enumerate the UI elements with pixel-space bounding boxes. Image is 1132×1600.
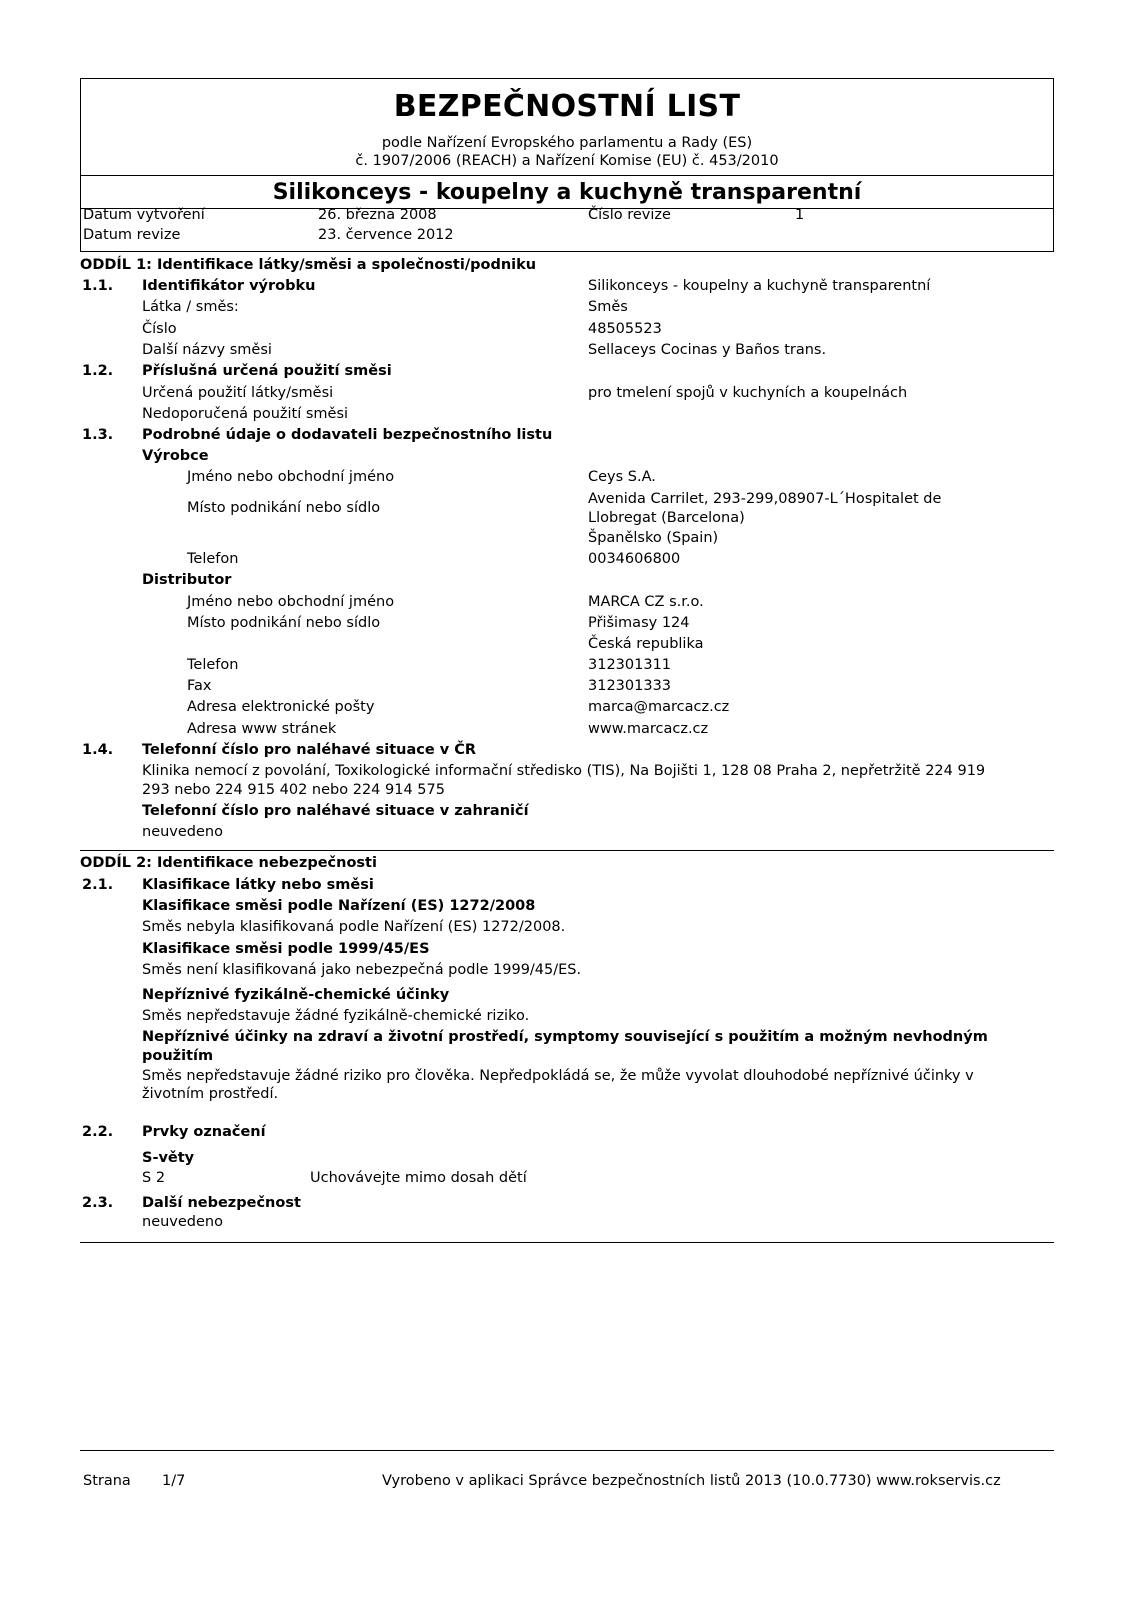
item-number: 2.2. [82,1124,114,1140]
manufacturer-address-line-2: Llobregat (Barcelona) [588,510,745,526]
item-number: 1.3. [82,427,114,443]
classification-1272-text: Směs nebyla klasifikovaná podle Nařízení (ES) 1272/2008. [142,919,566,935]
emergency-phone-abroad-heading: Telefonní číslo pro naléhavé situace v zahraničí [142,803,529,819]
classification-heading: Klasifikace látky nebo směsi [142,877,374,893]
intended-uses-heading: Příslušná určená použití směsi [142,363,392,379]
health-effects-text-line-1: Směs nepředstavuje žádné riziko pro člověka. Nepředpokládá se, že může vyvolat dlouhodobé nepříznivé účinky v [142,1068,974,1084]
substance-mixture-value: Směs [588,299,628,315]
distributor-name-value: MARCA CZ s.r.o. [588,594,704,610]
revised-label: Datum revize [83,227,181,243]
manufacturer-address-line-3: Španělsko (Spain) [588,530,719,546]
product-name: Silikonceys - koupelny a kuchyně transparentní [272,180,862,205]
s-phrases-heading: S-věty [142,1150,195,1166]
distributor-phone-value: 312301311 [588,657,672,673]
distributor-address-line-1: Přišimasy 124 [588,615,690,631]
manufacturer-phone-value: 0034606800 [588,551,681,567]
item-number: 2.3. [82,1195,114,1211]
product-identifier-value: Silikonceys - koupelny a kuchyně transparentní [588,278,931,294]
manufacturer-name-value: Ceys S.A. [588,469,656,485]
emergency-phone-cz-heading: Telefonní číslo pro naléhavé situace v ČR [142,742,477,758]
manufacturer-phone-label: Telefon [187,551,239,567]
intended-use-label: Určená použití látky/směsi [142,385,334,401]
distributor-www-value: www.marcacz.cz [588,721,709,737]
emergency-phone-cz-line-2: 293 nebo 224 915 402 nebo 224 914 575 [142,782,445,798]
revision-number-value: 1 [795,207,805,223]
manufacturer-address-line-1: Avenida Carrilet, 293-299,08907-L´Hospitalet de [588,491,942,507]
item-number: 1.1. [82,278,114,294]
page-number: 1/7 [162,1473,186,1489]
manufacturer-heading: Výrobce [142,448,209,464]
emergency-phone-abroad-value: neuvedeno [142,824,223,840]
section-2-heading: ODDÍL 2: Identifikace nebezpečnosti [80,855,377,871]
substance-mixture-label: Látka / směs: [142,299,239,315]
distributor-email-label: Adresa elektronické pošty [187,699,375,715]
s-phrase-code: S 2 [142,1170,166,1186]
revised-value: 23. července 2012 [318,227,454,243]
other-hazards-value: neuvedeno [142,1214,223,1230]
footer-divider [80,1450,1054,1451]
number-value: 48505523 [588,321,662,337]
distributor-address-label: Místo podnikání nebo sídlo [187,615,381,631]
distributor-address-line-2: Česká republika [588,636,704,652]
physchem-effects-heading: Nepříznivé fyzikálně-chemické účinky [142,987,450,1003]
distributor-fax-value: 312301333 [588,678,672,694]
created-label: Datum vytvoření [83,207,205,223]
header-divider [81,175,1053,176]
health-effects-heading-line-1: Nepříznivé účinky na zdraví a životní prostředí, symptomy související s použitím a možným nevhodným [142,1029,988,1045]
regulation-line-1: podle Nařízení Evropského parlamentu a Rady (ES) [381,135,753,151]
number-label: Číslo [142,321,177,337]
header-box [80,78,1054,252]
created-value: 26. března 2008 [318,207,437,223]
s-phrase-text: Uchovávejte mimo dosah dětí [310,1170,527,1186]
supplier-details-heading: Podrobné údaje o dodavateli bezpečnostního listu [142,427,553,443]
item-number: 1.4. [82,742,114,758]
producer-note: Vyrobeno v aplikaci Správce bezpečnostních listů 2013 (10.0.7730) www.rokservis.cz [382,1473,1001,1489]
distributor-email-value: marca@marcacz.cz [588,699,730,715]
distributor-fax-label: Fax [187,678,212,694]
manufacturer-name-label: Jméno nebo obchodní jméno [187,469,395,485]
health-effects-heading-line-2: použitím [142,1048,214,1064]
section-1-heading: ODDÍL 1: Identifikace látky/směsi a společnosti/podniku [80,257,537,273]
other-names-label: Další názvy směsi [142,342,272,358]
document-title: BEZPEČNOSTNÍ LIST [393,89,741,124]
distributor-name-label: Jméno nebo obchodní jméno [187,594,395,610]
classification-1272-heading: Klasifikace směsi podle Nařízení (ES) 1272/2008 [142,898,536,914]
distributor-phone-label: Telefon [187,657,239,673]
emergency-phone-cz-line-1: Klinika nemocí z povolání, Toxikologické informační středisko (TIS), Na Bojišti 1, 128 08 Praha 2, nepřetržitě 224 919 [142,763,986,779]
header-divider [81,208,1053,209]
item-number: 1.2. [82,363,114,379]
product-identifier-heading: Identifikátor výrobku [142,278,316,294]
manufacturer-address-label: Místo podnikání nebo sídlo [187,500,381,516]
page-label: Strana [83,1473,131,1489]
not-recommended-label: Nedoporučená použití směsi [142,406,349,422]
classification-1999-heading: Klasifikace směsi podle 1999/45/ES [142,941,430,957]
intended-use-value: pro tmelení spojů v kuchyních a koupelnách [588,385,908,401]
label-elements-heading: Prvky označení [142,1124,266,1140]
other-hazards-heading: Další nebezpečnost [142,1195,301,1211]
other-names-value: Sellaceys Cocinas y Baños trans. [588,342,827,358]
regulation-line-2: č. 1907/2006 (REACH) a Nařízení Komise (EU) č. 453/2010 [355,153,779,169]
classification-1999-text: Směs není klasifikovaná jako nebezpečná podle 1999/45/ES. [142,962,582,978]
distributor-heading: Distributor [142,572,232,588]
section-divider [80,1242,1054,1243]
distributor-www-label: Adresa www stránek [187,721,337,737]
section-divider [80,850,1054,851]
revision-number-label: Číslo revize [588,207,671,223]
item-number: 2.1. [82,877,114,893]
physchem-effects-text: Směs nepředstavuje žádné fyzikálně-chemické riziko. [142,1008,530,1024]
health-effects-text-line-2: životním prostředí. [142,1086,279,1102]
